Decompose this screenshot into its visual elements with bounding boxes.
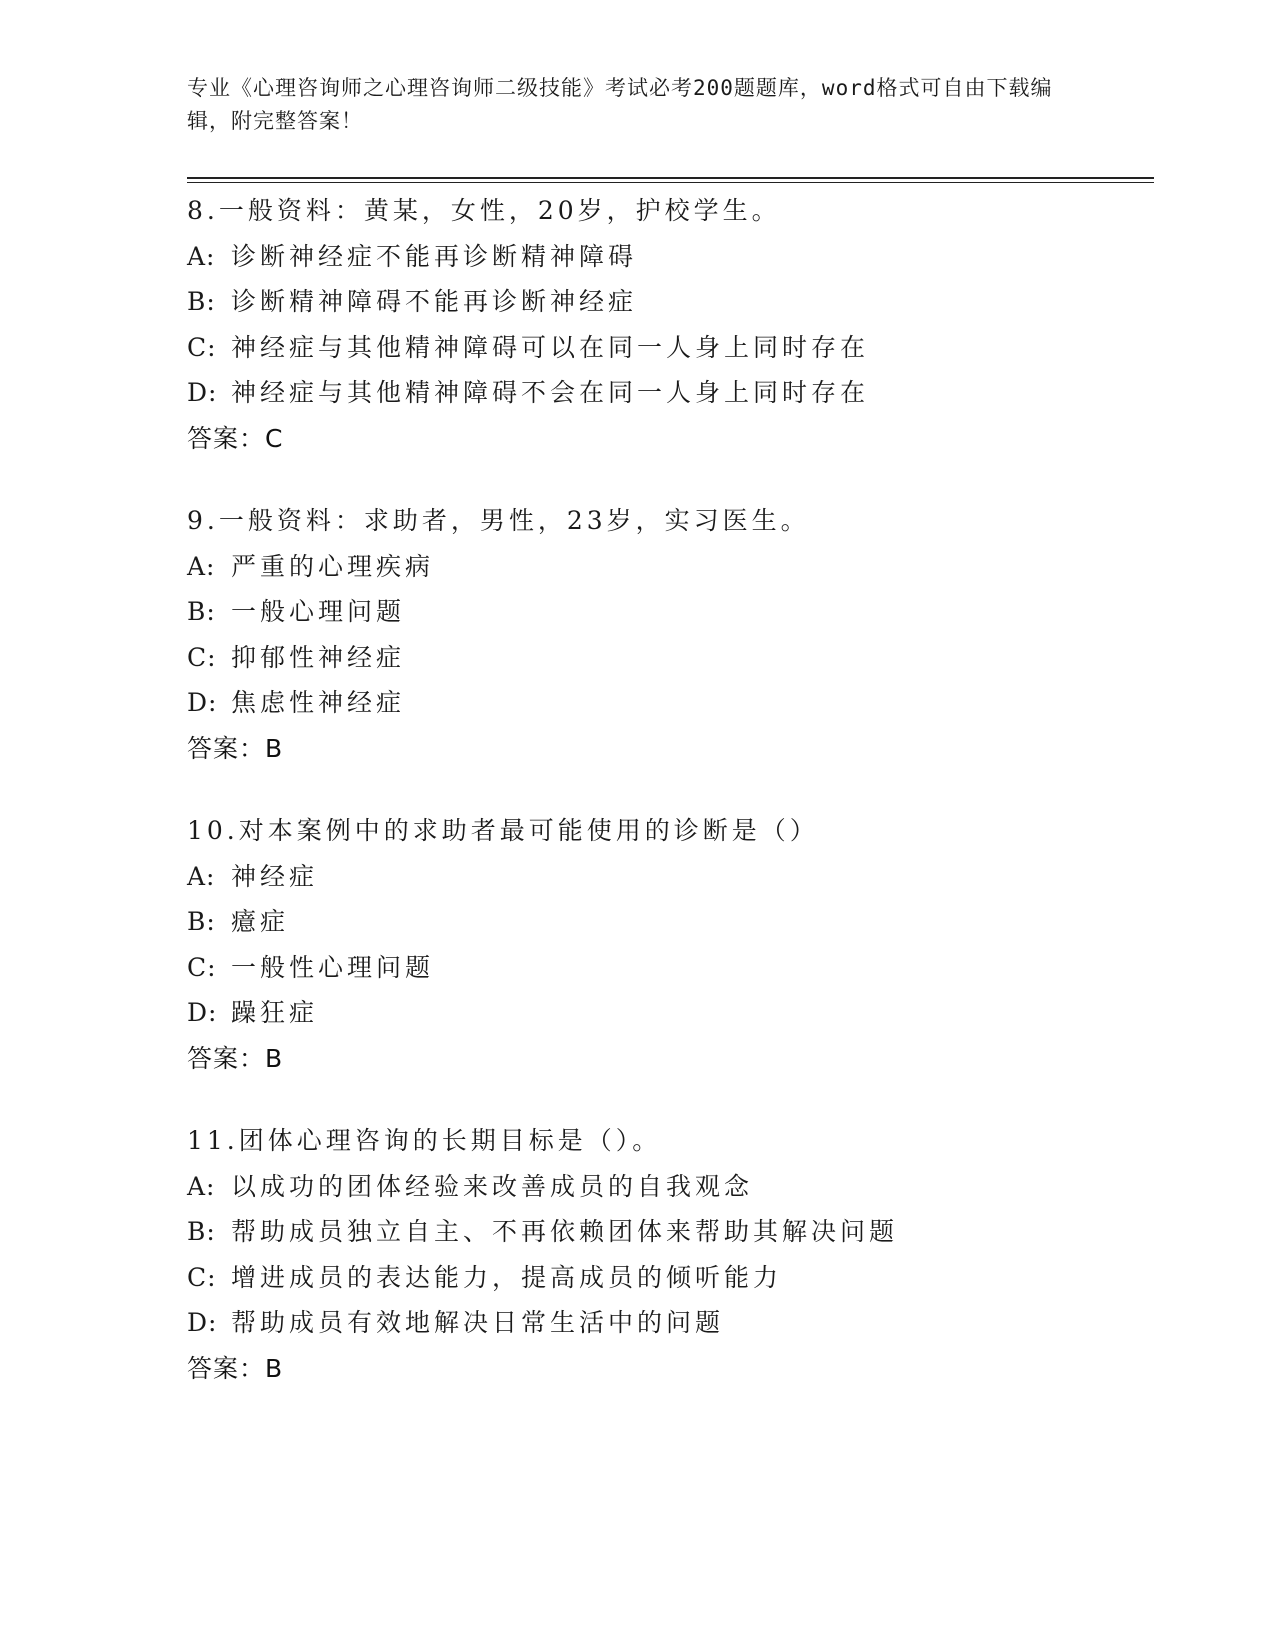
option-b: [187, 279, 1154, 325]
option-letter: A:: [187, 1171, 216, 1201]
option-letter: C:: [187, 952, 217, 982]
option-d: [187, 370, 1154, 416]
option-text: 躁狂症: [231, 998, 319, 1027]
option-text: 帮助成员独立自主、不再依赖团体来帮助其解决问题: [231, 1217, 899, 1246]
option-text: 神经症与其他精神障碍不会在同一人身上同时存在: [231, 378, 870, 407]
option-letter: C:: [187, 1262, 217, 1292]
option-text: 一般性心理问题: [231, 952, 435, 982]
answer-label: 答案：C: [187, 423, 284, 453]
option-b: [187, 899, 1154, 945]
option-text: 神经症与其他精神障碍可以在同一人身上同时存在: [231, 332, 870, 362]
option-letter: D:: [187, 1308, 218, 1337]
option-b: [187, 589, 1154, 635]
option-text: 癔症: [231, 907, 290, 936]
option-letter: D:: [187, 378, 218, 407]
option-a: [187, 1164, 1154, 1210]
question-list: [187, 188, 1154, 1428]
option-c: [187, 635, 1154, 681]
option-letter: D:: [187, 688, 218, 717]
question-stem: 11.团体心理咨询的长期目标是（）。: [187, 1126, 662, 1155]
option-text: 一般心理问题: [231, 597, 406, 626]
option-letter: C:: [187, 642, 217, 672]
option-letter: B:: [187, 907, 216, 936]
option-d: [187, 990, 1154, 1036]
option-text: 诊断精神障碍不能再诊断神经症: [231, 287, 638, 316]
option-letter: A:: [187, 861, 216, 891]
question-item: [187, 808, 1154, 1081]
option-text: 诊断神经症不能再诊断精神障碍: [231, 241, 638, 271]
option-text: 增进成员的表达能力，提高成员的倾听能力: [231, 1262, 783, 1292]
option-letter: A:: [187, 241, 216, 271]
option-c: [187, 945, 1154, 991]
option-text: 抑郁性神经症: [231, 642, 406, 672]
option-b: [187, 1209, 1154, 1255]
question-item: [187, 498, 1154, 771]
answer-label: 答案：B: [187, 1043, 284, 1073]
answer-label: 答案：B: [187, 1353, 284, 1383]
header-divider-thin: [187, 182, 1154, 183]
option-text: 神经症: [231, 861, 319, 891]
option-letter: A:: [187, 551, 216, 581]
option-letter: B:: [187, 1217, 216, 1246]
option-letter: C:: [187, 332, 217, 362]
question-stem: 10.对本案例中的求助者最可能使用的诊断是（）: [187, 816, 819, 845]
option-c: [187, 1255, 1154, 1301]
option-letter: B:: [187, 287, 216, 316]
option-a: [187, 234, 1154, 280]
option-letter: B:: [187, 597, 216, 626]
option-d: [187, 1300, 1154, 1346]
question-item: [187, 1118, 1154, 1391]
option-a: [187, 854, 1154, 900]
option-letter: D:: [187, 998, 218, 1027]
question-stem: 8.一般资料：黄某，女性，20岁，护校学生。: [187, 196, 781, 225]
document-header-title: 专业《心理咨询师之心理咨询师二级技能》考试必考200题题库，word格式可自由下载编辑，附完整答案！: [187, 76, 1053, 133]
option-a: [187, 544, 1154, 590]
question-item: [187, 188, 1154, 461]
option-d: [187, 680, 1154, 726]
option-text: 以成功的团体经验来改善成员的自我观念: [231, 1171, 754, 1201]
header-divider-thick: [187, 177, 1154, 179]
question-stem: 9.一般资料：求助者，男性，23岁，实习医生。: [187, 506, 810, 535]
option-text: 严重的心理疾病: [231, 551, 435, 581]
option-text: 帮助成员有效地解决日常生活中的问题: [231, 1308, 725, 1337]
answer-label: 答案：B: [187, 733, 284, 763]
option-text: 焦虑性神经症: [231, 688, 406, 717]
option-c: [187, 325, 1154, 371]
